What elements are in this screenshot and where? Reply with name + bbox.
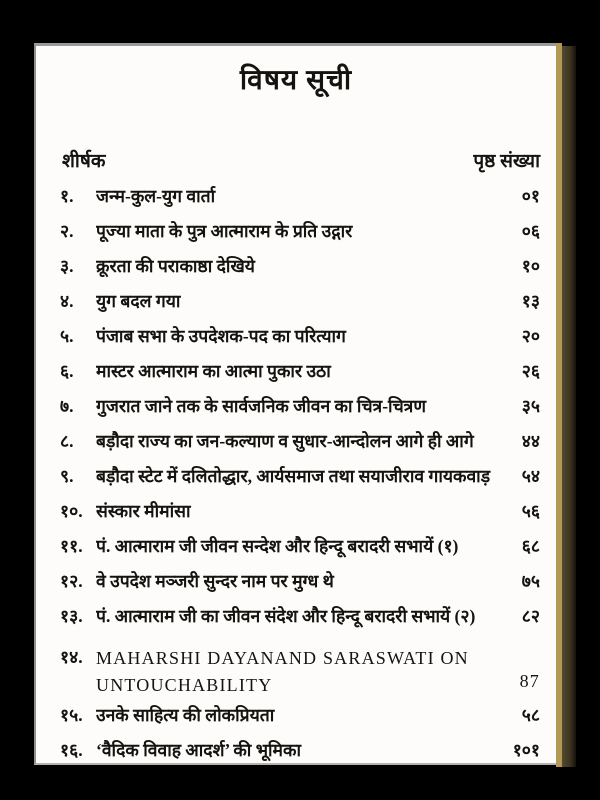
entry-page: १०१ — [512, 740, 540, 760]
entry-number: १४. — [60, 647, 83, 667]
entry-number: १६. — [60, 740, 83, 760]
entry-number: १२. — [60, 571, 83, 591]
entry-page: ५६ — [521, 501, 540, 521]
entry-number: ९. — [60, 466, 74, 486]
page-edge-shadow — [562, 46, 576, 767]
entry-number: ११. — [60, 536, 83, 556]
toc-entry — [60, 429, 540, 464]
page-title: विषय सूची — [239, 65, 353, 96]
entry-number: ५. — [60, 326, 74, 346]
toc-entry — [60, 359, 540, 394]
entry-label: मास्टर आत्माराम का आत्मा पुकार उठा — [96, 361, 331, 381]
entry-page: ६८ — [521, 536, 540, 556]
entry-page: ८२ — [521, 606, 540, 626]
entry-page: २० — [521, 326, 540, 346]
entry-page: १० — [521, 256, 540, 276]
entry-label: बड़ौदा राज्य का जन-कल्याण व सुधार-आन्दोलन आगे ही आगे — [96, 431, 474, 451]
book-page — [34, 43, 556, 765]
toc-entry — [60, 569, 540, 604]
entry-number: ७. — [60, 396, 74, 416]
column-header-page-number: पृष्ठ संख्या — [473, 151, 540, 172]
entry-page: ०६ — [521, 221, 540, 241]
entry-label: पं. आत्माराम जी जीवन सन्देश और हिन्दू बरादरी सभायें (१) — [96, 536, 459, 556]
entry-page: ०१ — [521, 186, 540, 206]
toc-entry — [60, 534, 540, 569]
toc-list — [60, 184, 540, 773]
entry-label: जन्म-कुल-युग वार्ता — [96, 186, 216, 206]
entry-number: १. — [60, 186, 74, 206]
toc-entry — [60, 254, 540, 289]
entry-page: १३ — [521, 291, 540, 311]
toc-entry — [60, 219, 540, 254]
entry-label: पंजाब सभा के उपदेशक-पद का परित्याग — [96, 326, 346, 346]
entry-label: गुजरात जाने तक के सार्वजनिक जीवन का चित्र-चित्रण — [96, 396, 426, 416]
entry-label: पं. आत्माराम जी का जीवन संदेश और हिन्दू बरादरी सभायें (२) — [96, 606, 476, 626]
entry-number: ४. — [60, 291, 74, 311]
entry-page: ५४ — [521, 466, 540, 486]
toc-entry — [60, 464, 540, 499]
toc-entry — [60, 703, 540, 738]
toc-entry — [60, 289, 540, 324]
entry-number: ८. — [60, 431, 74, 451]
column-header-title: शीर्षक — [62, 151, 106, 172]
toc-entry — [60, 499, 540, 534]
entry-number: १३. — [60, 606, 83, 626]
entry-label: बड़ौदा स्टेट में दलितोद्धार, आर्यसमाज तथा सयाजीराव गायकवाड़ — [96, 466, 491, 486]
entry-page: ७५ — [521, 571, 540, 591]
entry-label: ‘वैदिक विवाह आदर्श’ की भूमिका — [96, 740, 301, 760]
toc-entry — [60, 324, 540, 359]
entry-page: ३५ — [521, 396, 540, 416]
entry-number: २. — [60, 221, 74, 241]
toc-entry-english — [60, 639, 540, 703]
entry-label: संस्कार मीमांसा — [96, 501, 191, 521]
column-headers — [62, 147, 540, 173]
entry-number: ६. — [60, 361, 74, 381]
entry-number: १५. — [60, 705, 83, 725]
entry-page: २६ — [521, 361, 540, 381]
entry-label-line2: UNTOUCHABILITY — [96, 675, 273, 695]
entry-number: ३. — [60, 256, 74, 276]
entry-page: 87 — [519, 671, 540, 691]
toc-entry — [60, 604, 540, 639]
toc-entry — [60, 184, 540, 219]
entry-label: क्रूरता की पराकाष्ठा देखिये — [96, 256, 255, 276]
toc-entry — [60, 394, 540, 429]
toc-entry — [60, 738, 540, 773]
entry-label: उनके साहित्य की लोकप्रियता — [96, 705, 275, 725]
entry-page: ५८ — [521, 705, 540, 725]
entry-label-line1: MAHARSHI DAYANAND SARASWATI ON — [96, 648, 469, 668]
entry-label: पूज्या माता के पुत्र आत्माराम के प्रति उद्गार — [96, 221, 353, 241]
entry-page: ४४ — [521, 431, 540, 451]
entry-number: १०. — [60, 501, 83, 521]
entry-label: युग बदल गया — [96, 291, 181, 311]
entry-label: वे उपदेश मञ्जरी सुन्दर नाम पर मुग्ध थे — [96, 571, 334, 591]
entry-label — [96, 645, 496, 699]
